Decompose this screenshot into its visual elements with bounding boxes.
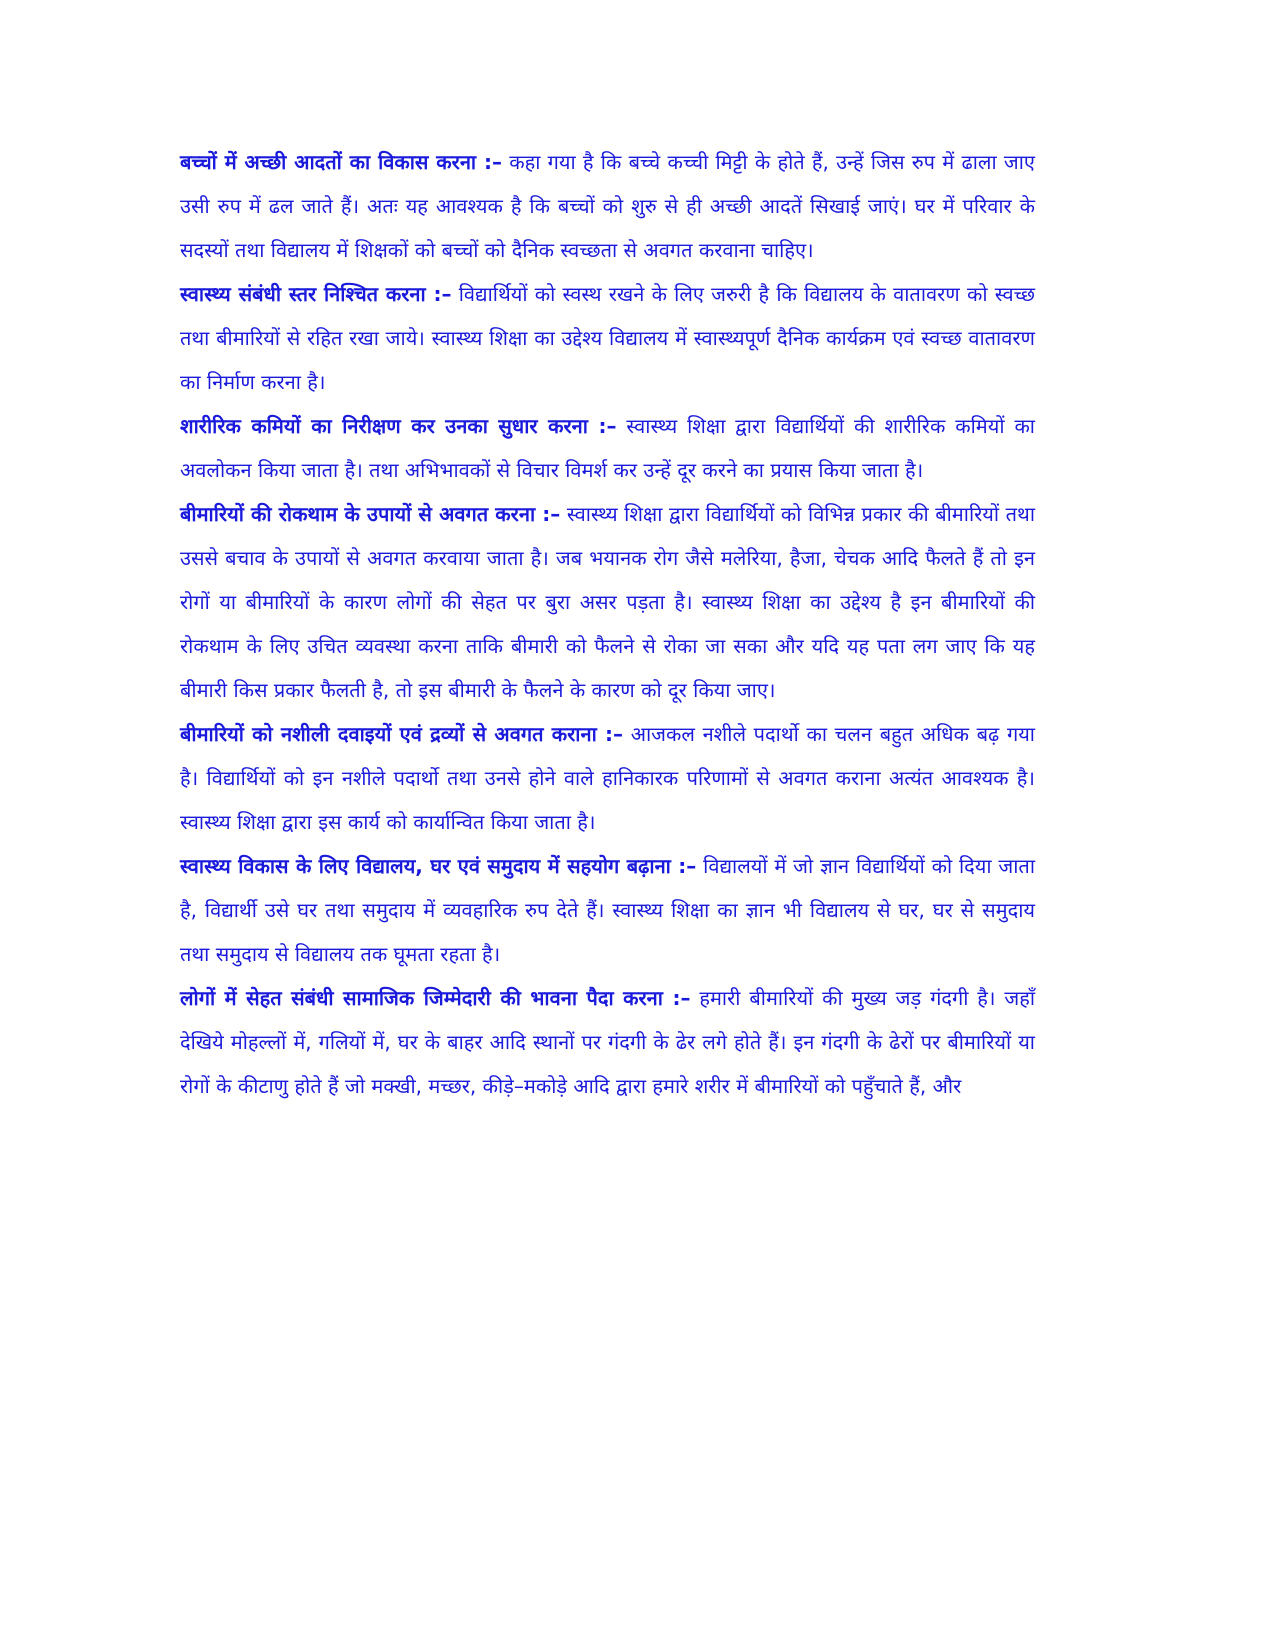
paragraph-body: कहा गया है कि बच्चे कच्ची मिट्टी के होते हैं, उन्हें जिस रुप में ढाला जाए उसी रुप में ढल जाते हैं। अतः यह आवश्यक है कि बच्चों को शुरु से ही अच्छी आदतें सिखाई जाएं। घर में परिवार के सदस्यों तथा विद्यालय में शिक्षकों को बच्चों को दैनिक स्वच्छता से अवगत करवाना चाहिए। <box>180 150 1035 262</box>
document-page <box>180 140 1035 1108</box>
paragraph-health-standard <box>180 272 1035 404</box>
paragraph-heading: बीमारियों को नशीली दवाइयों एवं द्रव्यों से अवगत कराना :– <box>180 722 624 746</box>
paragraph-social-responsibility <box>180 976 1035 1108</box>
paragraph-body: हमारी बीमारियों की मुख्य जड़ गंदगी है। जहाँ देखिये मोहल्लों में, गलियों में, घर के बाहर आदि स्थानों पर गंदगी के ढेर लगे होते हैं। इन गंदगी के ढेरों पर बीमारियों या रोगों के कीटाणु होते हैं जो मक्खी, मच्छर, कीड़े–मकोड़े आदि द्वारा हमारे शरीर में बीमारियों को पहुँचाते हैं, और <box>180 986 1035 1098</box>
paragraph-community-cooperation <box>180 844 1035 976</box>
paragraph-disease-prevention <box>180 492 1035 712</box>
paragraph-habits <box>180 140 1035 272</box>
paragraph-heading: बीमारियों की रोकथाम के उपायों से अवगत करना :– <box>180 502 561 526</box>
paragraph-heading: स्वास्थ्य संबंधी स्तर निश्चित करना :– <box>180 282 452 306</box>
paragraph-heading: शारीरिक कमियों का निरीक्षण कर उनका सुधार करना :– <box>180 414 617 438</box>
paragraph-physical-defects <box>180 404 1035 492</box>
paragraph-body: विद्यालयों में जो ज्ञान विद्यार्थियों को दिया जाता है, विद्यार्थी उसे घर तथा समुदाय में व्यवहारिक रुप देते हैं। स्वास्थ्य शिक्षा का ज्ञान भी विद्यालय से घर, घर से समुदाय तथा समुदाय से विद्यालय तक घूमता रहता है। <box>180 854 1036 966</box>
paragraph-body: स्वास्थ्य शिक्षा द्वारा विद्यार्थियों को विभिन्न प्रकार की बीमारियों तथा उससे बचाव के उपायों से अवगत करवाया जाता है। जब भयानक रोग जैसे मलेरिया, हैजा, चेचक आदि फैलते हैं तो इन रोगों या बीमारियों के कारण लोगों की सेहत पर बुरा असर पड़ता है। स्वास्थ्य शिक्षा का उद्देश्य है इन बीमारियों की रोकथाम के लिए उचित व्यवस्था करना ताकि बीमारी को फैलने से रोका जा सका और यदि यह पता लग जाए कि यह बीमारी किस प्रकार फैलती है, तो इस बीमारी के फैलने के कारण को दूर किया जाए। <box>180 502 1035 702</box>
paragraph-body: आजकल नशीले पदार्थो का चलन बहुत अधिक बढ़ गया है। विद्यार्थियों को इन नशीले पदार्थो तथा उनसे होने वाले हानिकारक परिणामों से अवगत कराना अत्यंत आवश्यक है। स्वास्थ्य शिक्षा द्वारा इस कार्य को कार्यान्वित किया जाता है। <box>180 722 1035 834</box>
paragraph-body: स्वास्थ्य शिक्षा द्वारा विद्यार्थियों की शारीरिक कमियों का अवलोकन किया जाता है। तथा अभिभावकों से विचार विमर्श कर उन्हें दूर करने का प्रयास किया जाता है। <box>180 414 1035 482</box>
paragraph-heading: बच्चों में अच्छी आदतों का विकास करना :– <box>180 150 502 174</box>
paragraph-heading: लोगों में सेहत संबंधी सामाजिक जिम्मेदारी की भावना पैदा करना :– <box>180 986 691 1010</box>
paragraph-drug-awareness <box>180 712 1035 844</box>
paragraph-heading: स्वास्थ्य विकास के लिए विद्यालय, घर एवं समुदाय में सहयोग बढ़ाना :– <box>180 854 697 878</box>
paragraph-body: विद्यार्थियों को स्वस्थ रखने के लिए जरुरी है कि विद्यालय के वातावरण को स्वच्छ तथा बीमारियों से रहित रखा जाये। स्वास्थ्य शिक्षा का उद्देश्य विद्यालय में स्वास्थ्यपूर्ण दैनिक कार्यक्रम एवं स्वच्छ वातावरण का निर्माण करना है। <box>180 282 1035 394</box>
